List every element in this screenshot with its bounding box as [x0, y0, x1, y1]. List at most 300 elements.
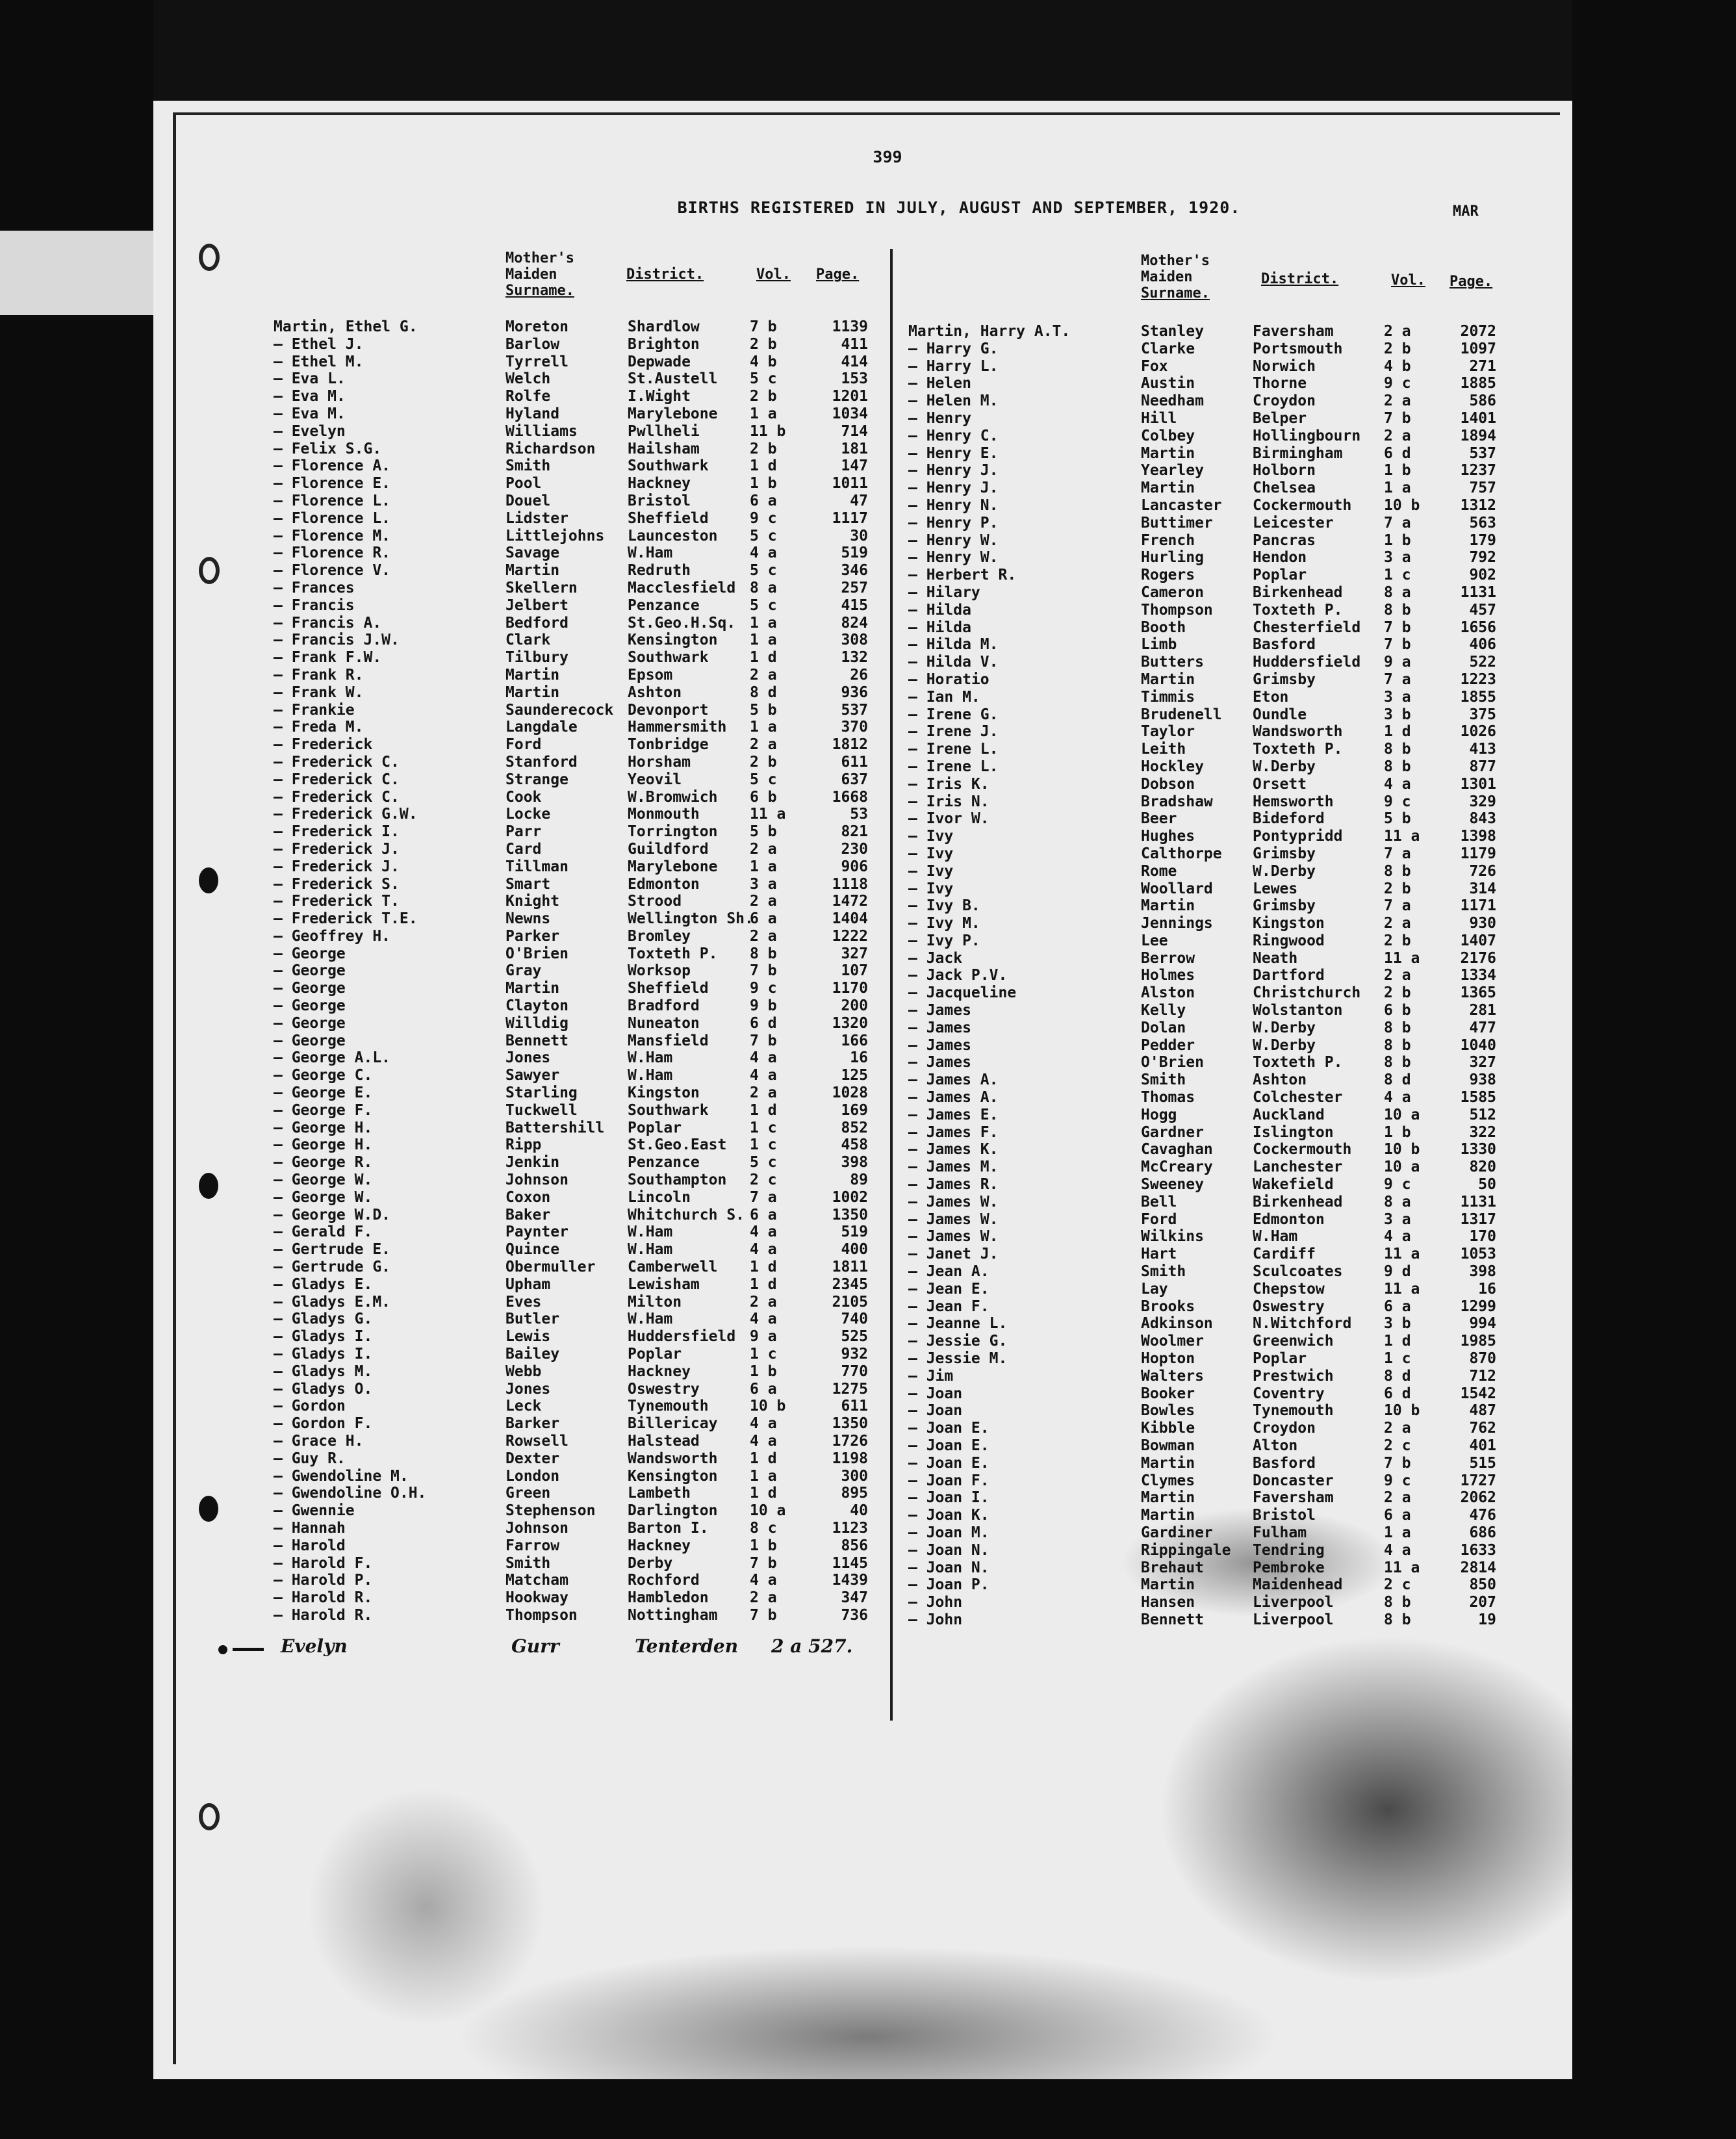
entry-vol: 11 a — [1384, 1246, 1420, 1263]
entry-page: 563 — [1469, 514, 1496, 532]
entry-district: Guildford — [628, 840, 709, 858]
entry-name: — Irene L. — [908, 741, 999, 758]
entry-name: — Henry — [908, 409, 971, 427]
entry-maiden-surname: Clark — [505, 632, 551, 649]
entry-page: 1404 — [832, 910, 868, 928]
entry-page: 1407 — [1460, 932, 1496, 949]
entry-page: 1223 — [1460, 671, 1496, 688]
entry-name: Martin, Ethel G. — [274, 318, 418, 335]
entry-vol: 2 a — [1384, 323, 1411, 340]
entry-maiden-surname: Rome — [1141, 862, 1177, 880]
entry-maiden-surname: Eves — [505, 1293, 542, 1311]
entry-vol: 1 b — [750, 475, 777, 493]
entry-district: Southwark — [628, 649, 709, 667]
entry-name: — Eva M. — [274, 388, 346, 405]
entry-maiden-surname: Butters — [1141, 654, 1204, 671]
entry-district: Horsham — [628, 753, 691, 771]
entry-district: Birkenhead — [1253, 583, 1343, 601]
entry-vol: 2 c — [750, 1172, 777, 1189]
entry-name: — Henry N. — [908, 496, 999, 514]
entry-name: — Ethel M. — [274, 353, 364, 370]
entry-district: Croydon — [1253, 1420, 1316, 1437]
entry-maiden-surname: Yearley — [1141, 462, 1204, 480]
entry-vol: 6 a — [1384, 1507, 1411, 1524]
entry-vol: 8 d — [750, 684, 777, 701]
entry-maiden-surname: Card — [505, 840, 542, 858]
entry-page: 181 — [841, 440, 868, 457]
entry-vol: 6 b — [750, 788, 777, 806]
entry-vol: 1 b — [1384, 1123, 1411, 1141]
entry-vol: 8 b — [1384, 1611, 1411, 1628]
entry-vol: 11 a — [1384, 828, 1420, 845]
entry-page: 347 — [841, 1589, 868, 1607]
entry-vol: 7 b — [750, 1554, 777, 1572]
entry-district: Colchester — [1253, 1089, 1343, 1107]
entry-name: — George A.L. — [274, 1049, 391, 1067]
entry-name: — John — [908, 1611, 963, 1628]
entry-page: 1011 — [832, 475, 868, 493]
entry-district: Nottingham — [628, 1606, 718, 1624]
scan-border-tab — [0, 231, 153, 315]
entry-page: 906 — [841, 858, 868, 875]
entry-page: 852 — [841, 1119, 868, 1136]
entry-district: Maidenhead — [1253, 1576, 1343, 1594]
entry-page: 271 — [1469, 357, 1496, 375]
entry-name: — Guy R. — [274, 1450, 346, 1467]
entry-vol: 6 a — [750, 1380, 777, 1398]
entry-maiden-surname: Willdig — [505, 1014, 568, 1032]
entry-maiden-surname: Paynter — [505, 1223, 568, 1241]
entry-page: 2814 — [1460, 1559, 1496, 1576]
entry-maiden-surname: Langdale — [505, 719, 578, 736]
entry-maiden-surname: Jelbert — [505, 596, 568, 614]
entry-maiden-surname: Tyrrell — [505, 353, 568, 370]
entry-name: — James K. — [908, 1141, 999, 1159]
entry-district: Oswestry — [1253, 1298, 1325, 1315]
entry-district: Wandsworth — [1253, 723, 1343, 741]
entry-vol: 8 d — [1384, 1367, 1411, 1385]
entry-maiden-surname: Matcham — [505, 1572, 568, 1589]
scan-border-left — [0, 0, 153, 2139]
entry-name: — Florence L. — [274, 492, 391, 509]
entry-maiden-surname: Dolan — [1141, 1019, 1186, 1036]
entry-district: Rochford — [628, 1572, 700, 1589]
entry-name: — George — [274, 1032, 346, 1049]
entry-maiden-surname: Bennett — [505, 1032, 568, 1049]
entry-page: 16 — [850, 1049, 868, 1067]
entry-district: Pontypridd — [1253, 828, 1343, 845]
entry-maiden-surname: Leck — [505, 1398, 542, 1415]
entry-district: Kingston — [628, 1084, 700, 1102]
entry-page: 89 — [850, 1172, 868, 1189]
entry-maiden-surname: Quince — [505, 1241, 560, 1259]
handwritten-bullet — [218, 1645, 227, 1654]
entry-vol: 11 a — [750, 806, 786, 823]
entry-name: — Frederick J. — [274, 840, 400, 858]
entry-district: Norwich — [1253, 357, 1316, 375]
entry-district: St.Austell — [628, 370, 718, 388]
entry-district: W.Ham — [628, 1049, 673, 1067]
entry-name: — Frederick — [274, 736, 373, 754]
entry-page: 850 — [1469, 1576, 1496, 1594]
entry-district: Cockermouth — [1253, 496, 1352, 514]
entry-page: 611 — [841, 753, 868, 771]
entry-vol: 6 b — [1384, 1002, 1411, 1019]
entry-page: 398 — [1469, 1263, 1496, 1281]
entry-maiden-surname: Bell — [1141, 1193, 1177, 1210]
entry-name: — Gwendoline M. — [274, 1467, 409, 1485]
entry-name: — Joan E. — [908, 1454, 989, 1472]
entry-maiden-surname: Martin — [505, 684, 560, 701]
entry-page: 843 — [1469, 810, 1496, 828]
entry-page: 1026 — [1460, 723, 1496, 741]
entry-district: Derby — [628, 1554, 673, 1572]
entry-district: Wellington Sh. — [628, 910, 754, 928]
entry-vol: 4 a — [1384, 1228, 1411, 1246]
entry-maiden-surname: Cavaghan — [1141, 1141, 1213, 1159]
entry-maiden-surname: Brooks — [1141, 1298, 1195, 1315]
entry-vol: 8 b — [1384, 1036, 1411, 1054]
entry-vol: 1 a — [750, 614, 777, 632]
entry-name: — Harold P. — [274, 1572, 373, 1589]
entry-district: Chepstow — [1253, 1280, 1325, 1298]
entry-vol: 6 d — [750, 1014, 777, 1032]
entry-page: 637 — [841, 771, 868, 788]
entry-district: W.Ham — [628, 1067, 673, 1084]
entry-vol: 3 b — [1384, 706, 1411, 723]
entry-district: Chesterfield — [1253, 619, 1361, 636]
entry-page: 877 — [1469, 758, 1496, 775]
entry-maiden-surname: Lay — [1141, 1280, 1168, 1298]
entry-maiden-surname: Richardson — [505, 440, 596, 457]
entry-maiden-surname: Pedder — [1141, 1036, 1195, 1054]
entry-vol: 4 a — [750, 1223, 777, 1241]
entry-maiden-surname: Timmis — [1141, 688, 1195, 706]
entry-page: 1145 — [832, 1554, 868, 1572]
entry-page: 19 — [1478, 1611, 1496, 1628]
entry-name: — George W. — [274, 1188, 373, 1206]
entry-district: W.Ham — [628, 1223, 673, 1241]
entry-district: Bideford — [1253, 810, 1325, 828]
entry-name: — Frederick C. — [274, 753, 400, 771]
entry-page: 458 — [841, 1136, 868, 1154]
entry-page: 300 — [841, 1467, 868, 1485]
entry-page: 2345 — [832, 1275, 868, 1293]
entry-maiden-surname: Locke — [505, 806, 551, 823]
entry-district: Penzance — [628, 596, 700, 614]
entry-district: Poplar — [1253, 1350, 1307, 1368]
entry-maiden-surname: Smith — [1141, 1263, 1186, 1281]
entry-page: 1117 — [832, 509, 868, 527]
entry-name: — Ivy B. — [908, 897, 980, 915]
entry-maiden-surname: Battershill — [505, 1119, 605, 1136]
entry-maiden-surname: Lancaster — [1141, 496, 1222, 514]
entry-page: 736 — [841, 1606, 868, 1624]
entry-district: Portsmouth — [1253, 340, 1343, 357]
entry-district: Lincoln — [628, 1188, 691, 1206]
entry-district: Hemsworth — [1253, 793, 1334, 810]
header-district: District. — [626, 266, 704, 283]
entry-page: 281 — [1469, 1002, 1496, 1019]
entry-district: Ringwood — [1253, 932, 1325, 949]
entry-vol: 1 d — [750, 1485, 777, 1502]
entry-page: 477 — [1469, 1019, 1496, 1036]
entry-district: Chelsea — [1253, 480, 1316, 497]
entry-page: 257 — [841, 579, 868, 596]
entry-name: — Ivor W. — [908, 810, 989, 828]
column-divider — [890, 249, 893, 1721]
entry-name: — Iris K. — [908, 775, 989, 793]
entry-page: 824 — [841, 614, 868, 632]
entry-maiden-surname: Hookway — [505, 1589, 568, 1607]
entry-maiden-surname: Johnson — [505, 1172, 568, 1189]
entry-district: Redruth — [628, 562, 691, 580]
entry-name: — Jean F. — [908, 1298, 989, 1315]
entry-district: Poplar — [1253, 567, 1307, 584]
entry-district: Oswestry — [628, 1380, 700, 1398]
header-page: Page. — [816, 266, 860, 283]
entry-page: 525 — [841, 1328, 868, 1346]
entry-page: 487 — [1469, 1402, 1496, 1420]
entry-vol: 8 b — [1384, 1019, 1411, 1036]
entry-maiden-surname: Coxon — [505, 1188, 551, 1206]
entry-name: — Hilda M. — [908, 636, 999, 654]
entry-vol: 2 a — [750, 666, 777, 684]
entry-district: Launceston — [628, 527, 718, 544]
entry-maiden-surname: Bennett — [1141, 1611, 1204, 1628]
entry-maiden-surname: Booker — [1141, 1385, 1195, 1402]
header-vol: Vol. — [756, 266, 791, 283]
entry-page: 53 — [850, 806, 868, 823]
entry-name: — Joan N. — [908, 1559, 989, 1576]
entry-name: — James W. — [908, 1228, 999, 1246]
page-number: 399 — [873, 147, 902, 166]
entry-maiden-surname: Parker — [505, 927, 560, 945]
entry-vol: 1 c — [1384, 567, 1411, 584]
entry-page: 1811 — [832, 1259, 868, 1276]
entry-vol: 6 d — [1384, 1385, 1411, 1402]
entry-district: Hollingbourn — [1253, 427, 1361, 444]
entry-page: 1139 — [832, 318, 868, 335]
entry-name: — Ethel J. — [274, 335, 364, 353]
entry-maiden-surname: Bedford — [505, 614, 568, 632]
entry-district: I.Wight — [628, 388, 691, 405]
entry-maiden-surname: Rowsell — [505, 1433, 568, 1450]
entry-name: — George — [274, 1014, 346, 1032]
entry-name: — Florence A. — [274, 457, 391, 475]
entry-vol: 1 c — [750, 1346, 777, 1363]
page-title: BIRTHS REGISTERED IN JULY, AUGUST AND SEPTEMBER, 1920. — [677, 198, 1241, 217]
entry-name: — Iris N. — [908, 793, 989, 810]
entry-vol: 1 d — [1384, 1333, 1411, 1350]
entry-maiden-surname: Hopton — [1141, 1350, 1195, 1368]
entry-page: 179 — [1469, 532, 1496, 549]
entry-name: — Ivy — [908, 828, 954, 845]
entry-name: — Frederick G.W. — [274, 806, 418, 823]
entry-vol: 6 a — [750, 492, 777, 509]
entry-maiden-surname: Cook — [505, 788, 542, 806]
entry-page: 932 — [841, 1346, 868, 1363]
entry-vol: 1 b — [750, 1363, 777, 1380]
entry-maiden-surname: Kibble — [1141, 1420, 1195, 1437]
entry-name: — Frederick S. — [274, 875, 400, 893]
entry-page: 902 — [1469, 567, 1496, 584]
entry-district: Mansfield — [628, 1032, 709, 1049]
entry-page: 1726 — [832, 1433, 868, 1450]
entry-district: Whitchurch S. — [628, 1206, 745, 1223]
entry-page: 770 — [841, 1363, 868, 1380]
entry-district: Hackney — [628, 1363, 691, 1380]
entry-vol: 1 c — [750, 1119, 777, 1136]
entry-name: — Jeanne L. — [908, 1315, 1008, 1333]
entry-name: — Frank W. — [274, 684, 364, 701]
entry-page: 522 — [1469, 654, 1496, 671]
entry-vol: 2 a — [1384, 392, 1411, 410]
entry-vol: 4 a — [1384, 1089, 1411, 1107]
entry-page: 1179 — [1460, 845, 1496, 862]
entry-name: — George W.D. — [274, 1206, 391, 1223]
entry-maiden-surname: Starling — [505, 1084, 578, 1102]
entry-maiden-surname: Pool — [505, 475, 542, 493]
entry-maiden-surname: Upham — [505, 1275, 551, 1293]
entry-name: — Frank R. — [274, 666, 364, 684]
entry-maiden-surname: Rolfe — [505, 388, 551, 405]
entry-name: — James — [908, 1054, 971, 1071]
entry-vol: 1 b — [1384, 532, 1411, 549]
entry-name: — Francis J.W. — [274, 632, 400, 649]
entry-district: Belper — [1253, 409, 1307, 427]
entry-maiden-surname: Brehaut — [1141, 1559, 1204, 1576]
entry-page: 1885 — [1460, 375, 1496, 392]
entry-vol: 2 b — [750, 753, 777, 771]
entry-page: 47 — [850, 492, 868, 509]
entry-vol: 2 a — [750, 893, 777, 910]
entry-maiden-surname: Welch — [505, 370, 551, 388]
entry-page: 2176 — [1460, 949, 1496, 967]
entry-district: Hailsham — [628, 440, 700, 457]
entry-maiden-surname: Martin — [1141, 1489, 1195, 1507]
entry-district: Prestwich — [1253, 1367, 1334, 1385]
entry-vol: 3 b — [1384, 1315, 1411, 1333]
entry-vol: 1 a — [750, 1467, 777, 1485]
entry-name: — Francis — [274, 596, 355, 614]
entry-page: 686 — [1469, 1524, 1496, 1541]
entry-maiden-surname: Beer — [1141, 810, 1177, 828]
entry-district: Sheffield — [628, 509, 709, 527]
entry-vol: 2 a — [1384, 967, 1411, 984]
entry-maiden-surname: McCreary — [1141, 1159, 1213, 1176]
entry-name: — Jean A. — [908, 1263, 989, 1281]
entry-page: 1275 — [832, 1380, 868, 1398]
entry-page: 821 — [841, 823, 868, 841]
punch-hole-ring — [199, 244, 220, 271]
entry-maiden-surname: Martin — [505, 562, 560, 580]
entry-page: 757 — [1469, 480, 1496, 497]
entry-vol: 2 a — [750, 840, 777, 858]
entry-maiden-surname: Adkinson — [1141, 1315, 1213, 1333]
entry-district: Toxteth P. — [628, 945, 718, 962]
entry-name: — John — [908, 1594, 963, 1611]
entry-name: — Joan — [908, 1402, 963, 1420]
entry-maiden-surname: Clymes — [1141, 1472, 1195, 1489]
entry-name: — Ivy P. — [908, 932, 980, 949]
entry-vol: 7 a — [1384, 897, 1411, 915]
entry-name: — James W. — [908, 1193, 999, 1210]
entry-page: 1002 — [832, 1188, 868, 1206]
entry-maiden-surname: London — [505, 1467, 560, 1485]
entry-name: — Frederick T. — [274, 893, 400, 910]
entry-vol: 6 a — [750, 910, 777, 928]
entry-district: Wolstanton — [1253, 1002, 1343, 1019]
entry-vol: 7 a — [1384, 671, 1411, 688]
entry-maiden-surname: Woollard — [1141, 880, 1213, 897]
entry-page: 414 — [841, 353, 868, 370]
entry-vol: 2 a — [1384, 915, 1411, 932]
entry-page: 740 — [841, 1311, 868, 1328]
entry-name: — Frank F.W. — [274, 649, 382, 667]
entry-district: Faversham — [1253, 323, 1334, 340]
entry-page: 375 — [1469, 706, 1496, 723]
entry-vol: 2 a — [1384, 427, 1411, 444]
entry-name: — Herbert R. — [908, 567, 1017, 584]
entry-vol: 1 a — [1384, 1524, 1411, 1541]
entry-page: 200 — [841, 997, 868, 1015]
entry-name: — Frederick I. — [274, 823, 400, 841]
entry-maiden-surname: Strange — [505, 771, 568, 788]
entry-district: Orsett — [1253, 775, 1307, 793]
entry-name: — Gertrude G. — [274, 1259, 391, 1276]
entry-name: — Florence R. — [274, 544, 391, 562]
entry-page: 895 — [841, 1485, 868, 1502]
entry-name: — Geoffrey H. — [274, 927, 391, 945]
entry-page: 1198 — [832, 1450, 868, 1467]
entry-maiden-surname: Smith — [1141, 1071, 1186, 1089]
entry-page: 170 — [1469, 1228, 1496, 1246]
entry-name: — Joan — [908, 1385, 963, 1402]
entry-name: — Florence L. — [274, 509, 391, 527]
entry-page: 2105 — [832, 1293, 868, 1311]
entry-name: — Henry J. — [908, 480, 999, 497]
entry-name: — Ivy — [908, 862, 954, 880]
entry-name: — Jim — [908, 1367, 954, 1385]
entry-maiden-surname: Ford — [505, 736, 542, 754]
entry-name: — Gladys I. — [274, 1346, 373, 1363]
entry-page: 132 — [841, 649, 868, 667]
entry-page: 762 — [1469, 1420, 1496, 1437]
entry-page: 30 — [850, 527, 868, 544]
entry-vol: 1 c — [750, 1136, 777, 1154]
entry-district: Macclesfield — [628, 579, 736, 596]
entry-maiden-surname: Colbey — [1141, 427, 1195, 444]
entry-maiden-surname: Hill — [1141, 409, 1177, 427]
entry-page: 1365 — [1460, 984, 1496, 1002]
entry-name: — Florence V. — [274, 562, 391, 580]
entry-page: 1170 — [832, 980, 868, 997]
entry-maiden-surname: Lee — [1141, 932, 1168, 949]
entry-vol: 4 a — [750, 1433, 777, 1450]
entry-name: — Gladys M. — [274, 1363, 373, 1380]
entry-district: Barton I. — [628, 1519, 709, 1537]
entry-vol: 5 c — [750, 1154, 777, 1172]
entry-name: — Felix S.G. — [274, 440, 382, 457]
entry-district: Marylebone — [628, 405, 718, 422]
entry-page: 107 — [841, 962, 868, 980]
entry-maiden-surname: Martin — [1141, 1507, 1195, 1524]
entry-vol: 2 a — [1384, 1489, 1411, 1507]
entry-vol: 8 c — [750, 1519, 777, 1537]
entry-maiden-surname: Barker — [505, 1415, 560, 1433]
entry-page: 1350 — [832, 1206, 868, 1223]
